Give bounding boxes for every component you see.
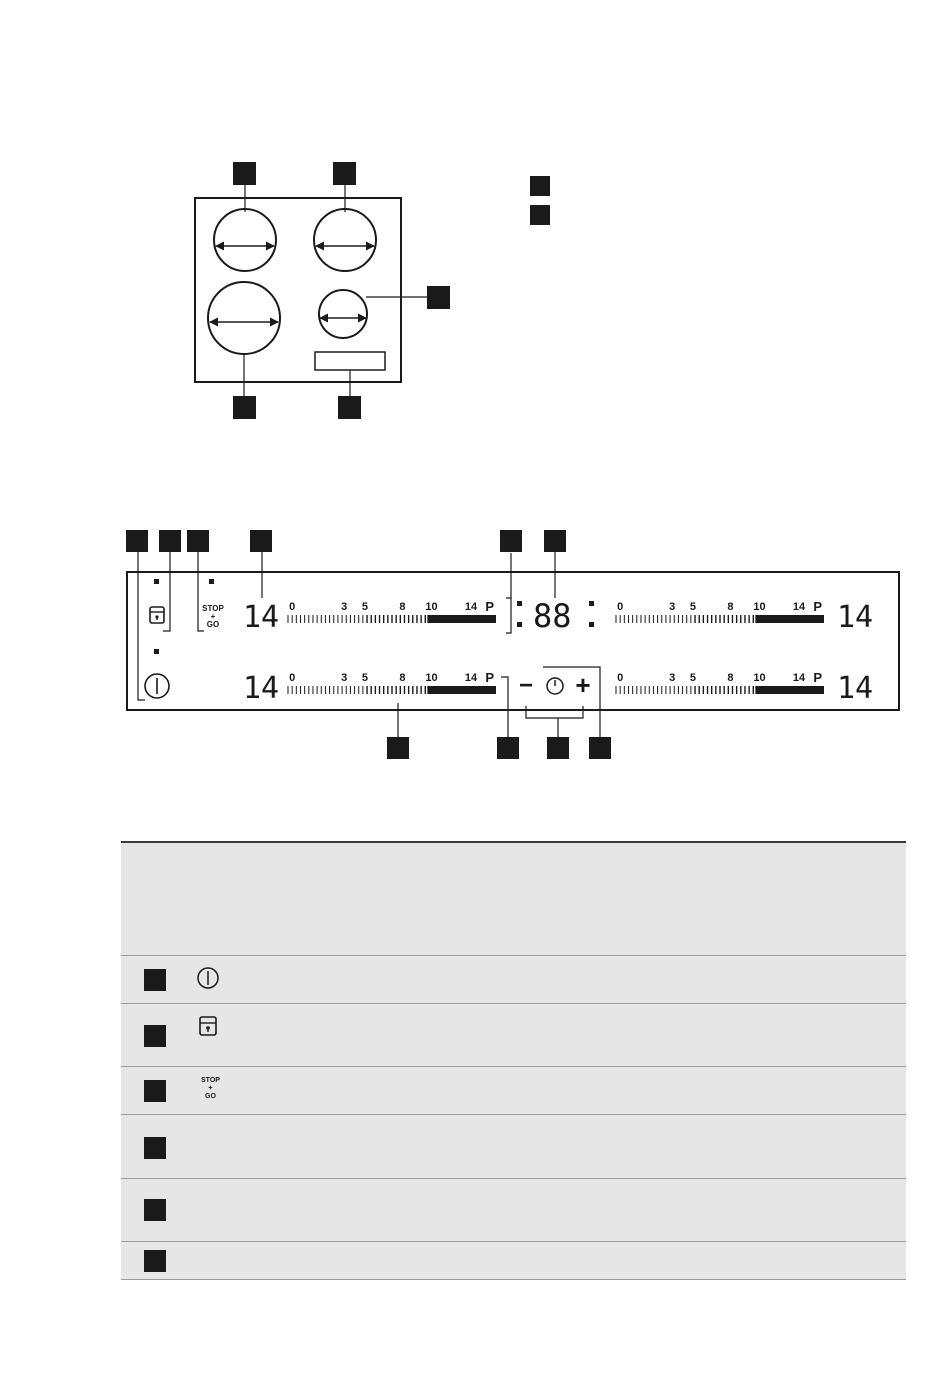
row-text [251, 1242, 906, 1280]
timer-clock-icon[interactable] [547, 678, 563, 694]
row-text [251, 1067, 906, 1115]
row-marker [144, 1250, 166, 1272]
legend-marker [530, 176, 550, 196]
stop-go-mid: + [210, 612, 216, 621]
scale-label: 14 [464, 601, 478, 613]
callout-marker [589, 737, 611, 759]
scale-max-bar [755, 615, 824, 623]
scale-label: 0 [617, 672, 624, 684]
indicator-dot [154, 649, 159, 654]
scale-label: 0 [289, 672, 296, 684]
cooking-zone-front-left [214, 209, 276, 271]
row-text [251, 1004, 906, 1067]
callout-marker [126, 530, 148, 552]
row-marker [144, 969, 166, 991]
power-slider-rear-left[interactable] [288, 670, 496, 694]
scale-label: 3 [669, 672, 676, 684]
scale-label: 10 [425, 601, 438, 613]
scale-label: 14 [792, 672, 806, 684]
power-icon [196, 966, 220, 990]
lock-icon[interactable] [150, 607, 164, 623]
control-panel-outline [315, 352, 385, 370]
callout-marker [233, 396, 256, 419]
hob-top-view [195, 162, 450, 419]
stop-go-button[interactable] [202, 604, 224, 629]
heat-display-front-left: 14 [243, 600, 280, 635]
callout-marker [338, 396, 361, 419]
scale-label: 3 [341, 672, 348, 684]
row-marker [144, 1025, 166, 1047]
stop-go-icon: STOP + GO [201, 1077, 220, 1100]
callout-marker [159, 530, 181, 552]
timer-indicator-right [589, 601, 594, 627]
cooking-zone-back-right [314, 209, 376, 271]
cooking-zone-rear-left [208, 282, 280, 354]
callout-marker [187, 530, 209, 552]
callout-marker [547, 737, 569, 759]
row-marker [144, 1199, 166, 1221]
scale-label: 10 [753, 601, 766, 613]
stop-go-bottom: GO [206, 620, 220, 629]
scale-label: 14 [792, 601, 806, 613]
callout-marker [500, 530, 522, 552]
scale-label: 10 [425, 672, 438, 684]
scale-label: 3 [669, 601, 676, 613]
table-header [121, 842, 906, 956]
scale-max-bar [427, 615, 496, 623]
minus-button[interactable]: − [518, 672, 534, 699]
scale-label: 0 [617, 601, 624, 613]
scale-label: 8 [399, 601, 406, 613]
scale-label: 8 [399, 672, 406, 684]
legend-marker [530, 205, 550, 225]
scale-label: 0 [289, 601, 296, 613]
plus-button[interactable]: + [575, 670, 591, 700]
scale-label: 14 [464, 672, 478, 684]
row-text [251, 956, 906, 1004]
power-slider-front-left[interactable] [288, 599, 496, 623]
callout-marker [387, 737, 409, 759]
scale-label: 5 [689, 601, 697, 613]
scale-label: P [485, 599, 495, 614]
callout-marker [497, 737, 519, 759]
callout-marker [427, 286, 450, 309]
cooking-zone-small [319, 290, 367, 338]
heat-display-rear-right: 14 [837, 671, 874, 706]
timer-indicator-left [517, 601, 522, 627]
scale-label: 5 [361, 672, 369, 684]
control-panel [127, 541, 899, 737]
callout-marker [544, 530, 566, 552]
heat-display-front-right: 14 [837, 600, 874, 635]
scale-label: 8 [727, 601, 734, 613]
power-slider-front-right[interactable] [616, 599, 824, 623]
row-text [251, 1115, 906, 1179]
scale-label: P [813, 670, 823, 685]
scale-label: 10 [753, 672, 766, 684]
scale-label: P [813, 599, 823, 614]
scale-label: 3 [341, 601, 348, 613]
timer-display: 88 [533, 597, 572, 635]
power-slider-rear-right[interactable] [616, 670, 824, 694]
stop-go-top: STOP [202, 604, 224, 613]
heat-display-rear-left: 14 [243, 671, 280, 706]
scale-max-bar [427, 686, 496, 694]
indicator-dot [209, 579, 214, 584]
callout-marker [233, 162, 256, 185]
scale-label: 5 [689, 672, 697, 684]
callout-marker [333, 162, 356, 185]
row-marker [144, 1080, 166, 1102]
function-table [121, 841, 906, 1280]
row-text [251, 1179, 906, 1242]
scale-label: P [485, 670, 495, 685]
lock-icon [196, 1014, 220, 1038]
scale-label: 8 [727, 672, 734, 684]
indicator-dot [154, 579, 159, 584]
row-marker [144, 1137, 166, 1159]
power-icon[interactable] [145, 674, 169, 698]
scale-max-bar [755, 686, 824, 694]
scale-label: 5 [361, 601, 369, 613]
callout-marker [250, 530, 272, 552]
